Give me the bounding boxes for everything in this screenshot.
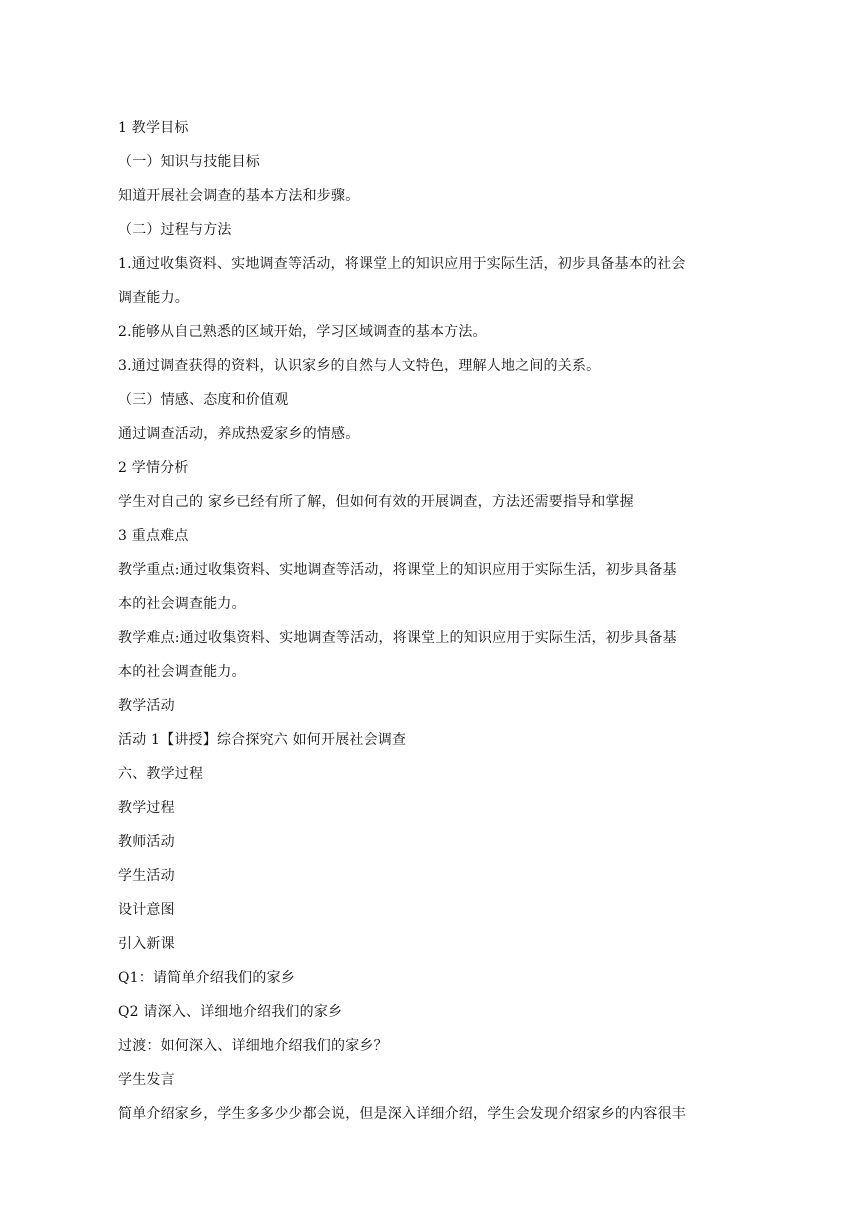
- heading-teaching-objectives: 1 教学目标: [118, 120, 189, 136]
- paragraph-line: 活动 1【讲授】综合探究六 如何开展社会调查: [118, 732, 407, 748]
- paragraph-line: 知道开展社会调查的基本方法和步骤。: [118, 188, 360, 204]
- paragraph-line: 学生活动: [118, 868, 175, 884]
- paragraph-line: 通过调查活动，养成热爱家乡的情感。: [118, 426, 360, 442]
- paragraph-line: 引入新课: [118, 936, 175, 952]
- heading-teaching-activities: 教学活动: [118, 698, 175, 714]
- paragraph-line: 简单介绍家乡，学生多多少少都会说，但是深入详细介绍，学生会发现介绍家乡的内容很丰: [118, 1106, 686, 1122]
- paragraph-line: 学生发言: [118, 1072, 175, 1088]
- paragraph-line: 过渡：如何深入、详细地介绍我们的家乡？: [118, 1038, 388, 1054]
- paragraph-line: 3.通过调查获得的资料，认识家乡的自然与人文特色，理解人地之间的关系。: [118, 358, 601, 374]
- paragraph-line: 教师活动: [118, 834, 175, 850]
- paragraph-line: 本的社会调查能力。: [118, 664, 246, 680]
- paragraph-line: 2.能够从自己熟悉的区域开始，学习区域调查的基本方法。: [118, 324, 487, 340]
- document-body: [118, 111, 732, 1131]
- heading-student-analysis: 2 学情分析: [118, 460, 189, 476]
- subheading-emotion-values: （三）情感、态度和价值观: [118, 392, 289, 408]
- subheading-knowledge-skills: （一）知识与技能目标: [118, 154, 260, 170]
- paragraph-line: 教学重点:通过收集资料、实地调查等活动，将课堂上的知识应用于实际生活，初步具备基: [118, 562, 677, 578]
- paragraph-line: 1.通过收集资料、实地调查等活动，将课堂上的知识应用于实际生活，初步具备基本的社会: [118, 256, 686, 272]
- paragraph-line: 本的社会调查能力。: [118, 596, 246, 612]
- paragraph-line: 教学难点:通过收集资料、实地调查等活动，将课堂上的知识应用于实际生活，初步具备基: [118, 630, 677, 646]
- paragraph-line: Q2 请深入、详细地介绍我们的家乡: [118, 1004, 343, 1020]
- heading-teaching-process: 六、教学过程: [118, 766, 204, 782]
- paragraph-line: 调查能力。: [118, 290, 189, 306]
- paragraph-line: Q1：请简单介绍我们的家乡: [118, 970, 295, 986]
- paragraph-line: 学生对自己的 家乡已经有所了解，但如何有效的开展调查，方法还需要指导和掌握: [118, 494, 634, 510]
- paragraph-line: 教学过程: [118, 800, 175, 816]
- subheading-process-methods: （二）过程与方法: [118, 222, 232, 238]
- paragraph-line: 设计意图: [118, 902, 175, 918]
- heading-key-difficulties: 3 重点难点: [118, 528, 189, 544]
